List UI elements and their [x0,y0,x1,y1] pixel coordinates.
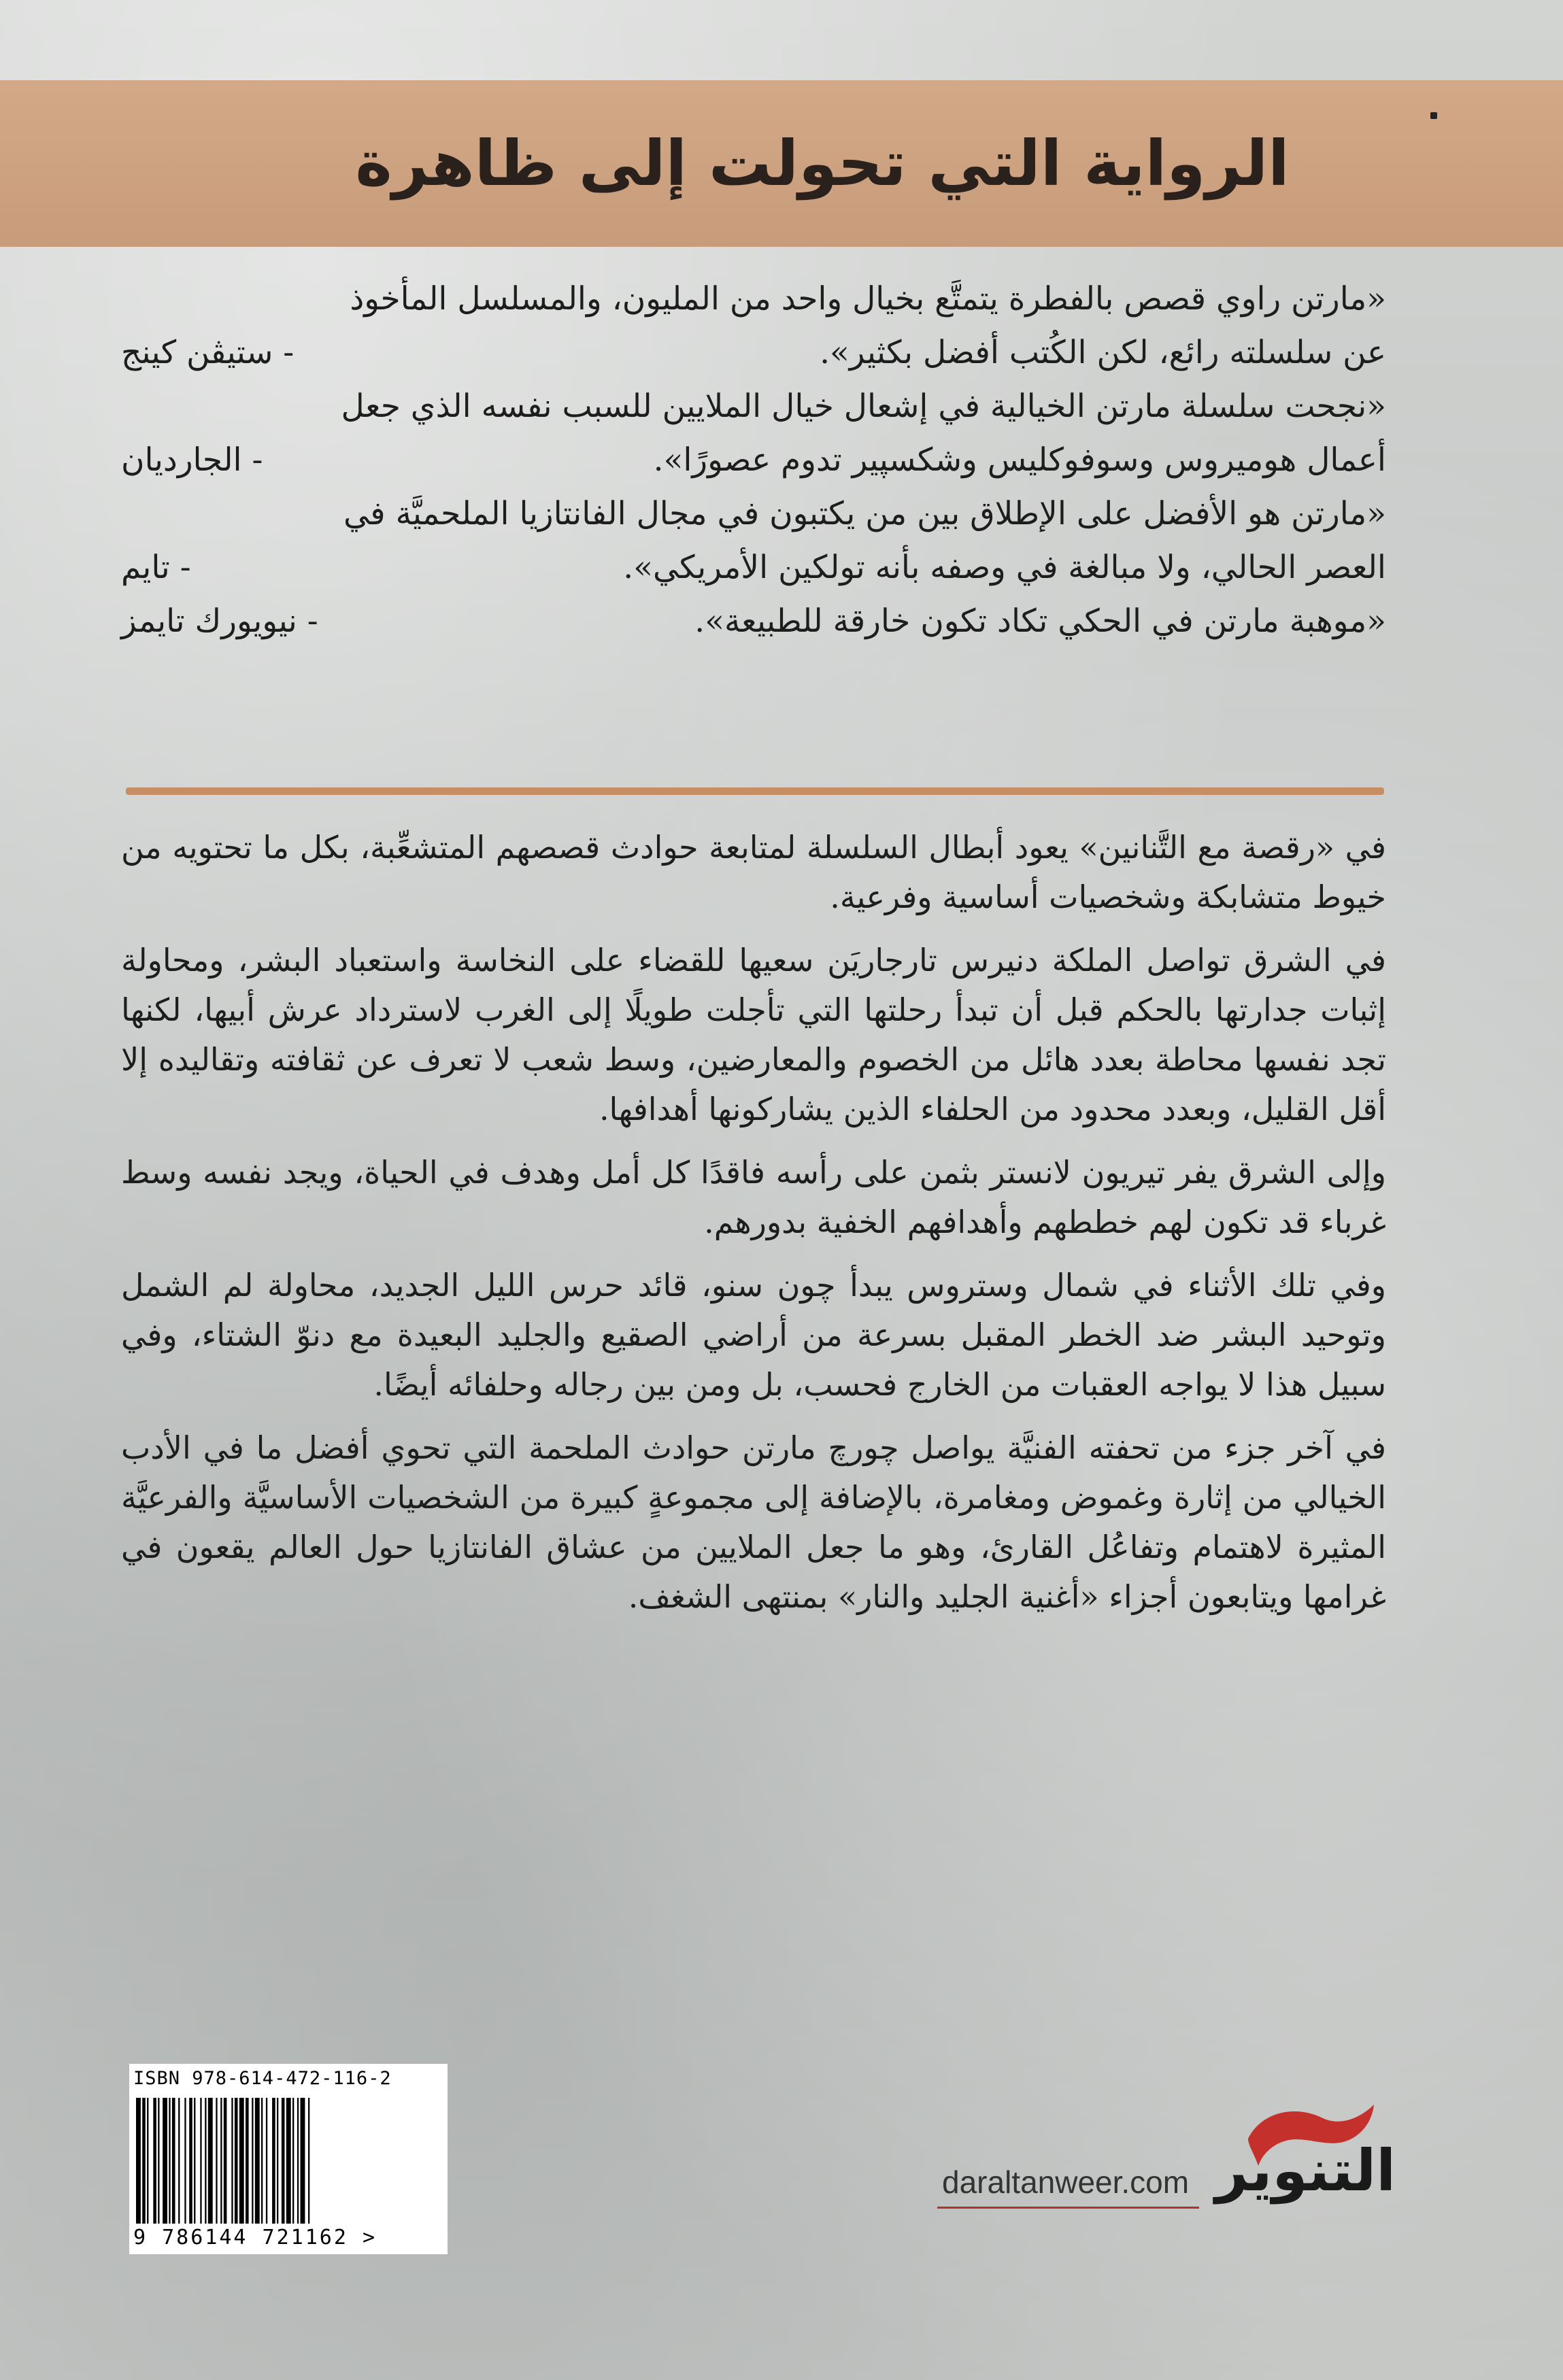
banner-title: الرواية التي تحولت إلى ظاهرة [355,127,1290,200]
barcode-bar [255,2098,260,2224]
isbn-label: ISBN 978-614-472-116-2 [133,2068,392,2089]
website-underline [937,2207,1199,2209]
barcode-bar [158,2098,159,2224]
barcode-bar [308,2098,309,2224]
barcode-bar [178,2098,180,2224]
barcode-bar [216,2098,217,2224]
quote-source: - نيويورك تايمز [121,602,318,640]
corner-mark [1430,112,1437,119]
barcode-bar [277,2098,278,2224]
barcode-bar [261,2098,263,2224]
barcode-bar [163,2098,167,2224]
barcode-bar [153,2098,156,2224]
barcode-bar [239,2098,244,2224]
barcode-bar [292,2098,294,2224]
section-divider [126,787,1384,795]
synopsis-paragraph: وفي تلك الأثناء في شمال وستروس يبدأ چون سنو، قائد حرس الليل الجديد، محاولة لم الشمل وتوحيد البشر ضد الخطر المقبل بسرعة من أراضي الصقيع والجليد البعيدة مع دنوّ الشتاء، وفي سبيل هذا لا يواجه العقبات من الخارج فحسب، بل ومن بين رجاله وحلفائه أيضًا. [121,1267,1386,1403]
synopsis-paragraph: وإلى الشرق يفر تيريون لانستر بثمن على رأسه فاقدًا كل أمل وهدف في الحياة، ويجد نفسه وسط غرباء قد تكون لهم خططهم وأهدافهم الخفية بدورهم. [121,1154,1386,1240]
synopsis-paragraph: في آخر جزء من تحفته الفنيَّة يواصل چورچ مارتن حوادث الملحمة التي تحوي أفضل ما في الأدب الخيالي من إثارة وغموض ومغامرة، بالإضافة إلى مجموعةٍ كبيرة من الشخصيات الأساسيَّة والفرعيَّة المثيرة لاهتمام وتفاعُل القارئ، وهو ما جعل الملايين من عشاق الفانتازيا حول العالم يقعون في غرامها ويتابعون أجزاء «أغنية الجليد والنار» بمنتهى الشغف. [121,1429,1386,1615]
barcode-bar [142,2098,146,2224]
barcode-bar [272,2098,275,2224]
barcode-bar [282,2098,285,2224]
quote-source: - الجارديان [121,441,263,479]
synopsis-paragraph: في الشرق تواصل الملكة دنيرس تارجاريَن سعيها للقضاء على النخاسة واستعباد البشر، ومحاولة إثبات جدارتها بالحكم قبل أن تبدأ رحلتها التي تأجلت طويلًا إلى الغرب لاسترداد عرش أبيها، لكنها تجد نفسها محاطة بعدد هائل من الخصوم والمعارضين، وسط شعب لا تعرف عن ثقافته وتقاليده إلا أقل القليل، وبعدد محدود من الحلفاء الذين يشاركونها أهدافها. [121,942,1386,1127]
barcode-bar [220,2098,222,2224]
review-quotes [121,272,1386,648]
barcode-bar [208,2098,213,2224]
quote-line: «مارتن راوي قصص بالفطرة يتمتَّع بخيال واحد من المليون، والمسلسل المأخوذ [350,280,1386,318]
barcode-bar [189,2098,192,2224]
synopsis-paragraph: في «رقصة مع التَّنانين» يعود أبطال السلسلة لمتابعة حوادث قصصهم المتشعِّبة، بكل ما تحتويه من خيوط متشابكة وشخصيات أساسية وفرعية. [121,829,1386,915]
quote-line: أعمال هوميروس وسوفوكليس وشكسپير تدوم عصورًا». [653,441,1386,479]
barcode-bar [205,2098,206,2224]
synopsis [121,823,1386,1635]
publisher-logo-text: التنوير [1215,2137,1396,2204]
publisher-website[interactable]: daraltanweer.com [942,2164,1190,2200]
quote-source: - تايم [121,549,191,586]
quote-line: عن سلسلته رائع، لكن الكُتب أفضل بكثير». [820,334,1386,371]
barcode-bar [252,2098,253,2224]
barcode-bar [266,2098,267,2224]
barcode-bar [301,2098,305,2224]
barcode-bar [184,2098,186,2224]
quote-1 [121,272,1386,379]
barcode-bar [147,2098,148,2224]
barcode-bar [136,2098,141,2224]
barcode-bar [169,2098,170,2224]
barcode-bar [194,2098,195,2224]
barcode-bar [246,2098,249,2224]
quote-line: «نجحت سلسلة مارتن الخيالية في إشعال خيال الملايين للسبب نفسه الذي جعل [341,388,1386,425]
barcode-bar [200,2098,201,2224]
quote-line: «مارتن هو الأفضل على الإطلاق بين من يكتبون في مجال الفانتازيا الملحميَّة في [343,495,1386,532]
barcode-bars [133,2098,443,2224]
barcode-bar [172,2098,175,2224]
isbn-barcode [129,2064,448,2254]
quote-source: - ستيڤن كينج [121,334,295,371]
quote-4 [121,594,1386,648]
quote-line: العصر الحالي، ولا مبالغة في وصفه بأنه تولكين الأمريكي». [623,549,1386,586]
quote-2 [121,379,1386,487]
barcode-bar [286,2098,291,2224]
quote-3 [121,487,1386,594]
barcode-bar [231,2098,233,2224]
quote-line: «موهبة مارتن في الحكي تكاد تكون خارقة للطبيعة». [694,602,1386,640]
barcode-bar [297,2098,299,2224]
title-banner [0,80,1563,247]
barcode-bar [224,2098,227,2224]
barcode-number: 9 786144 721162 > [133,2226,377,2249]
barcode-bar [235,2098,238,2224]
